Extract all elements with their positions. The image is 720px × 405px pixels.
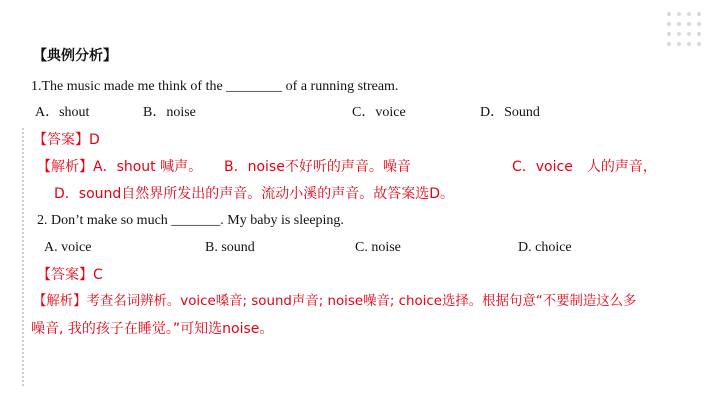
question-2-analysis-line-2: 噪音, 我的孩子在睡觉。”可知选noise。 — [31, 321, 274, 337]
question-1-option-a: A．shout — [35, 105, 90, 120]
decorative-dotted-rule — [22, 128, 24, 386]
question-1-option-c: C．voice — [352, 105, 406, 120]
question-1-analysis-part-b: B．noise不好听的声音。噪音 — [224, 159, 411, 175]
question-1-option-b: B．noise — [143, 105, 196, 120]
question-1-stem: 1.The music made me think of the ________ of a running stream. — [31, 79, 399, 94]
section-title: 【典例分析】 — [33, 48, 117, 64]
question-1-analysis-line-2: D．sound自然界所发出的声音。流动小溪的声音。故答案选D。 — [54, 186, 455, 202]
decorative-dot-grid — [667, 12, 701, 46]
question-1-answer: 【答案】D — [33, 132, 100, 148]
question-2-option-b: B. sound — [205, 240, 255, 255]
question-2-answer: 【答案】C — [37, 267, 103, 283]
question-1-analysis-part-a: 【解析】A．shout 喊声。 — [37, 159, 203, 175]
question-2-stem: 2. Don’t make so much _______. My baby is sleeping. — [37, 213, 344, 228]
question-2-option-a: A. voice — [44, 240, 92, 255]
question-1-option-d: D．Sound — [480, 105, 540, 120]
question-2-analysis-line-1: 【解析】考查名词辨析。voice嗓音; sound声音; noise噪音; choice选择。根据句意“不要制造这么多 — [33, 294, 637, 309]
question-2-option-d: D. choice — [518, 240, 572, 255]
question-2-option-c: C. noise — [355, 240, 401, 255]
question-1-analysis-part-c: C．voice 人的声音， — [512, 159, 657, 175]
